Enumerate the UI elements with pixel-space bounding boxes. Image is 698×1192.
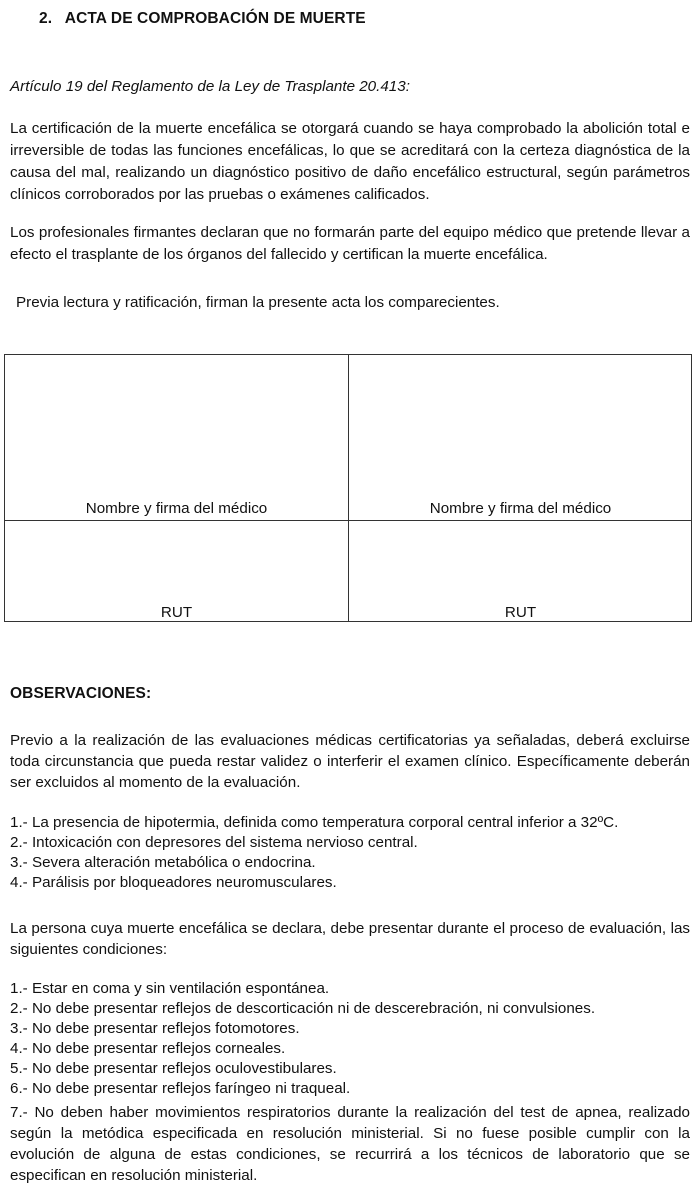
exclusion-item: 3.- Severa alteración metabólica o endocrina.	[10, 854, 316, 871]
right-signature-name-label: Nombre y firma del médico	[429, 500, 612, 517]
professionals-paragraph: Los profesionales firmantes declaran que no formarán parte del equipo médico que pretende llevar a efecto el trasplante de los órganos del fallecido y certifican la muerte encefálica.	[10, 224, 690, 263]
article-reference: Artículo 19 del Reglamento de la Ley de Trasplante 20.413:	[10, 78, 410, 95]
condition-item: 1.- Estar en coma y sin ventilación espontánea.	[10, 980, 330, 997]
signature-table	[4, 354, 692, 622]
section-heading: 2. ACTA DE COMPROBACIÓN DE MUERTE	[39, 10, 366, 27]
exclusion-item: 4.- Parálisis por bloqueadores neuromusculares.	[10, 874, 337, 891]
condition-item: 4.- No debe presentar reflejos corneales.	[10, 1040, 286, 1057]
observations-heading: OBSERVACIONES:	[10, 685, 152, 702]
certification-paragraph: La certificación de la muerte encefálica se otorgará cuando se haya comprobado la abolición total e irreversible de todas las funciones encefálicas, lo que se acreditará con la certeza diagnóstica de la causa del mal, realizando un diagnóstico positivo de daño encefálico estructural, según parámetros clínicos corroborados por las pruebas o exámenes calificados.	[10, 120, 690, 203]
exclusion-item: 2.- Intoxicación con depresores del sistema nervioso central.	[10, 834, 418, 851]
conditions-intro: La persona cuya muerte encefálica se declara, debe presentar durante el proceso de evaluación, las siguientes condiciones:	[10, 920, 690, 958]
condition-item: 7.- No deben haber movimientos respiratorios durante la realización del test de apnea, realizado según la metódica especificada en resolución ministerial. Si no fuese posible cumplir con la evolución de alguna de estas condiciones, se recurrirá a los técnicos de laboratorio que se especifican en resolución ministerial.	[10, 1104, 690, 1184]
condition-item: 3.- No debe presentar reflejos fotomotores.	[10, 1020, 300, 1037]
left-rut-label: RUT	[160, 604, 193, 621]
condition-item: 5.- No debe presentar reflejos oculovestibulares.	[10, 1060, 337, 1077]
signature-table-divider	[348, 355, 349, 621]
condition-item: 6.- No debe presentar reflejos faríngeo ni traqueal.	[10, 1080, 351, 1097]
left-signature-name-label: Nombre y firma del médico	[85, 500, 268, 517]
right-rut-label: RUT	[504, 604, 537, 621]
ratification-paragraph: Previa lectura y ratificación, firman la presente acta los comparecientes.	[16, 294, 500, 311]
signature-table-divider	[5, 520, 691, 521]
observations-intro: Previo a la realización de las evaluaciones médicas certificatorias ya señaladas, deberá excluirse toda circunstancia que pueda restar validez o interferir el examen clínico. Específicamente deberán ser excluidos al momento de la evaluación.	[10, 732, 690, 791]
condition-item: 2.- No debe presentar reflejos de descorticación ni de descerebración, ni convulsiones.	[10, 1000, 596, 1017]
exclusion-item: 1.- La presencia de hipotermia, definida como temperatura corporal central inferior a 32ºC.	[10, 814, 619, 831]
